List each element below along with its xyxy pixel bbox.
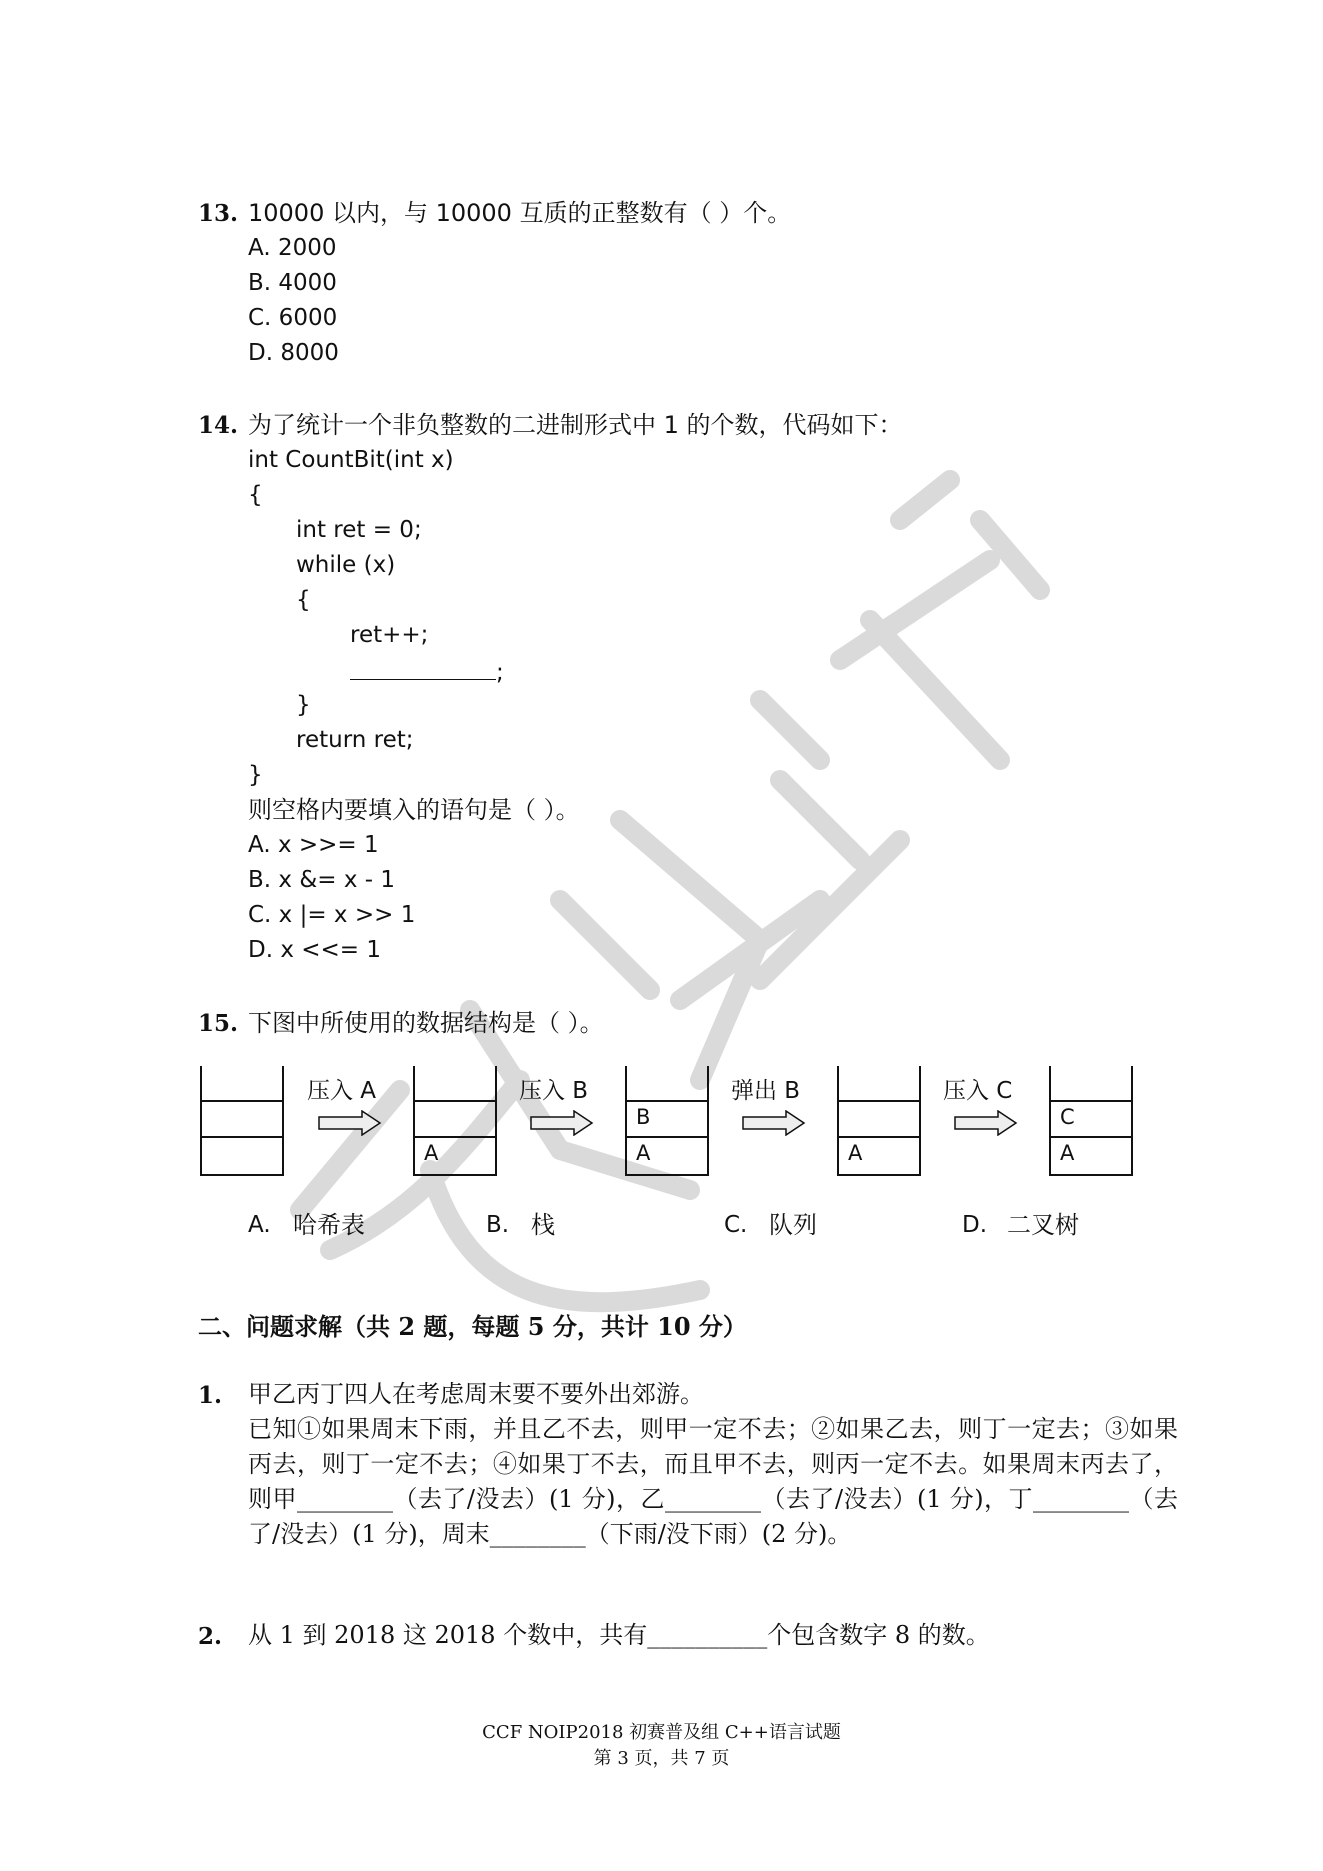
question-15-option-d-text: 二叉树	[1007, 1211, 1079, 1239]
problem-1-body: 已知①如果周末下雨，并且乙不去，则甲一定不去；②如果乙去，则丁一定去；③如果丙去，则丁一定不去；④如果丁不去，而且甲不去，则丙一定不去。如果周末丙去了，则甲________（去了/没去）(1 分)，乙________（去了/没去）(1 分)，丁________（去了/没去）(1 分)，周末________（下雨/没下雨）(2 分)。	[248, 1415, 1178, 1548]
question-15-option-a-letter: A.	[248, 1212, 271, 1238]
question-15-option-a-text: 哈希表	[293, 1211, 365, 1239]
question-13-option-b: B. 4000	[248, 270, 337, 296]
question-14-prompt: 则空格内要填入的语句是（ ）。	[248, 796, 580, 824]
stack-cell-a: A	[1060, 1141, 1075, 1165]
code-line-increment: ret++;	[350, 622, 429, 648]
stack-cell-a: A	[636, 1141, 651, 1165]
arrow-label-push-b: 压入 B	[519, 1078, 589, 1104]
question-15-option-d-letter: D.	[962, 1212, 988, 1238]
fill-blank	[350, 657, 496, 680]
right-arrow-icon	[742, 1110, 806, 1136]
stack-cell-a: A	[424, 1141, 439, 1165]
stack-cell-a: A	[848, 1141, 863, 1165]
problem-1-number: 1.	[198, 1382, 223, 1409]
stack-after-push-b	[625, 1066, 709, 1176]
question-15-option-c-text: 队列	[769, 1211, 817, 1239]
problem-2-text: 从 1 到 2018 这 2018 个数中，共有__________个包含数字 8 的数。	[248, 1621, 990, 1649]
question-13-number: 13.	[198, 200, 239, 227]
code-line-blank-semicolon: ;	[496, 660, 504, 686]
footer-page-number: 第 3 页，共 7 页	[593, 1748, 730, 1769]
code-line-while: while (x)	[296, 552, 396, 578]
question-13-option-c: C. 6000	[248, 305, 338, 331]
question-14-number: 14.	[198, 412, 239, 439]
stack-empty	[200, 1066, 284, 1176]
code-line-init: int ret = 0;	[296, 517, 422, 543]
code-line-blank	[350, 657, 504, 686]
question-14-option-b: B. x &= x - 1	[248, 867, 396, 893]
code-line-close-brace: }	[248, 762, 263, 788]
arrow-label-push-a: 压入 A	[307, 1078, 377, 1104]
question-15-option-b-letter: B.	[486, 1212, 510, 1238]
question-15-option-c-letter: C.	[724, 1212, 748, 1238]
question-14-option-d: D. x <<= 1	[248, 937, 382, 963]
right-arrow-icon	[954, 1110, 1018, 1136]
question-13-option-d: D. 8000	[248, 340, 339, 366]
stack-after-push-c	[1049, 1066, 1133, 1176]
right-arrow-icon	[530, 1110, 594, 1136]
question-15-stem: 下图中所使用的数据结构是（ ）。	[248, 1009, 604, 1037]
stack-cell-c: C	[1060, 1105, 1075, 1129]
code-line-return: return ret;	[296, 727, 414, 753]
stack-after-pop-b	[837, 1066, 921, 1176]
code-line-while-close: }	[296, 692, 311, 718]
question-13-option-a: A. 2000	[248, 235, 337, 261]
code-line-signature: int CountBit(int x)	[248, 447, 454, 473]
question-13-stem: 10000 以内，与 10000 互质的正整数有（ ）个。	[248, 199, 792, 227]
section-2-title: 二、问题求解（共 2 题，每题 5 分，共计 10 分）	[198, 1312, 747, 1341]
question-15-number: 15.	[198, 1010, 239, 1037]
code-line-open-brace: {	[248, 482, 263, 508]
stack-cell-b: B	[636, 1105, 651, 1129]
stack-after-push-a	[413, 1066, 497, 1176]
question-14-option-a: A. x >>= 1	[248, 832, 379, 858]
question-15-option-b-text: 栈	[531, 1211, 555, 1239]
problem-1-line1: 甲乙丙丁四人在考虑周末要不要外出郊游。	[248, 1380, 704, 1408]
code-line-while-open: {	[296, 587, 311, 613]
arrow-label-push-c: 压入 C	[943, 1078, 1013, 1104]
problem-2-number: 2.	[198, 1623, 223, 1650]
question-14-stem: 为了统计一个非负整数的二进制形式中 1 的个数，代码如下：	[248, 411, 903, 439]
footer-title: CCF NOIP2018 初赛普及组 C++语言试题	[482, 1722, 841, 1743]
right-arrow-icon	[318, 1110, 382, 1136]
arrow-label-pop-b: 弹出 B	[731, 1078, 801, 1104]
question-14-option-c: C. x |= x >> 1	[248, 902, 416, 928]
